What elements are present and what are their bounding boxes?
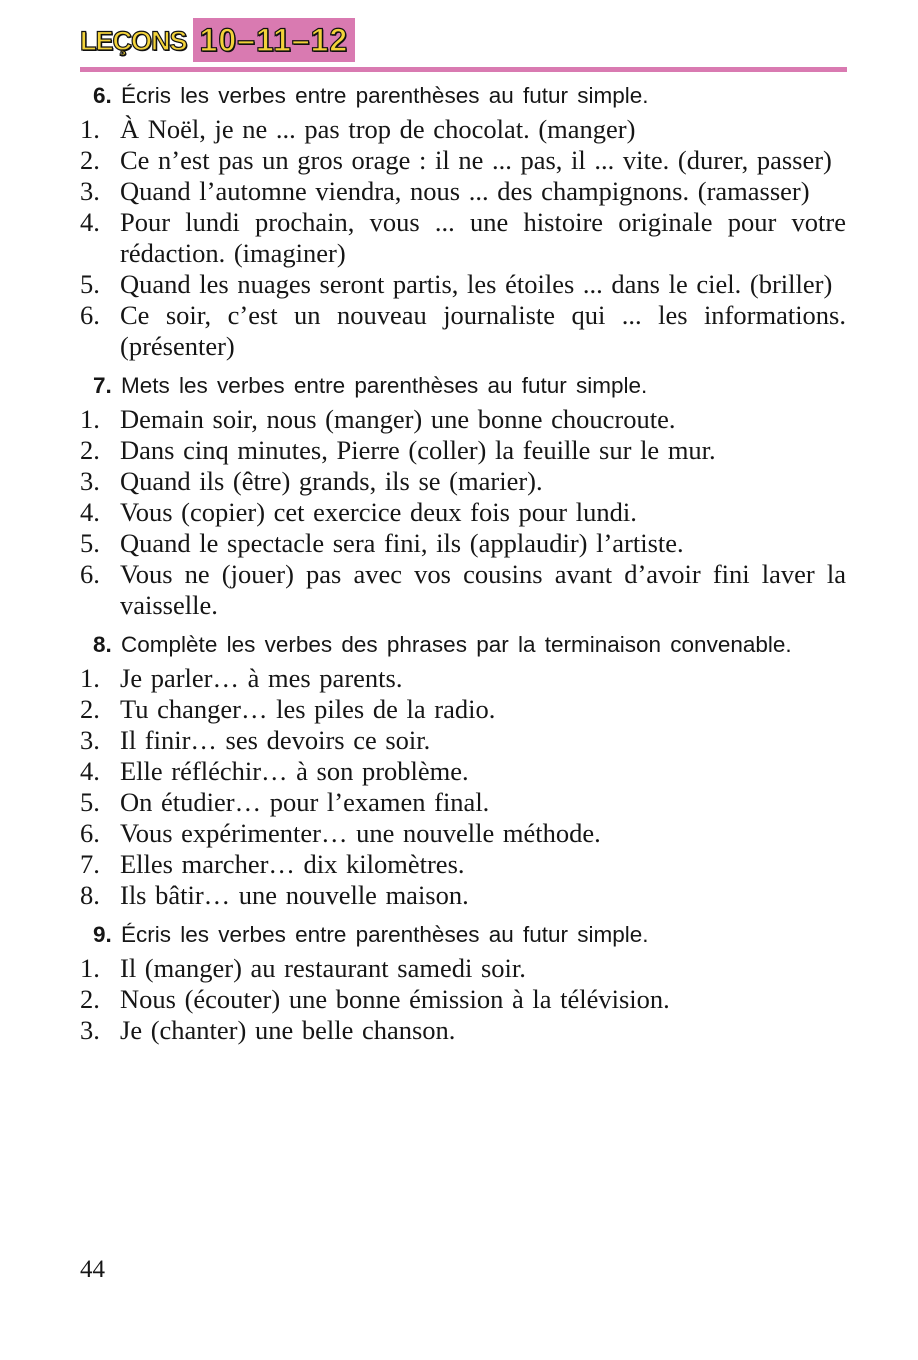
item-text: Quand ils (être) grands, ils se (marier). (120, 466, 543, 496)
exercise-instruction (80, 371, 846, 400)
item-text: Nous (écouter) une bonne émission à la télévision. (120, 984, 670, 1014)
item-text: Je parler… à mes parents. (120, 663, 403, 693)
exercise-item (80, 787, 846, 818)
item-text: Quand le spectacle sera fini, ils (applaudir) l’artiste. (120, 528, 684, 558)
item-text: Quand l’automne viendra, nous ... des champignons. (ramasser) (120, 176, 810, 206)
item-number: 1. (80, 404, 100, 434)
exercise-item (80, 880, 846, 911)
exercise-item (80, 663, 846, 694)
item-text: Tu changer… les piles de la radio. (120, 694, 496, 724)
item-text: Dans cinq minutes, Pierre (coller) la feuille sur le mur. (120, 435, 716, 465)
exercise-item (80, 528, 846, 559)
item-text: Elle réfléchir… à son problème. (120, 756, 469, 786)
item-text: Vous (copier) cet exercice deux fois pour lundi. (120, 497, 637, 527)
item-number: 6. (80, 300, 100, 330)
exercise-item (80, 114, 846, 145)
exercise-item (80, 953, 846, 984)
instruction-text: Écris les verbes entre parenthèses au futur simple. (121, 83, 649, 108)
item-number: 1. (80, 663, 100, 693)
item-text: Ce soir, c’est un nouveau journaliste qui ... les informations. (présenter) (120, 300, 846, 361)
item-text: Ce n’est pas un gros orage : il ne ... pas, il ... vite. (durer, passer) (120, 145, 832, 175)
item-number: 6. (80, 818, 100, 848)
item-number: 2. (80, 984, 100, 1014)
lesson-header (80, 18, 355, 62)
exercise-item (80, 300, 846, 362)
item-number: 3. (80, 1015, 100, 1045)
lesson-number-box (193, 18, 356, 62)
item-number: 4. (80, 497, 100, 527)
exercise-item (80, 818, 846, 849)
item-number: 5. (80, 528, 100, 558)
item-number: 1. (80, 953, 100, 983)
item-number: 3. (80, 725, 100, 755)
instruction-text: Écris les verbes entre parenthèses au futur simple. (121, 922, 649, 947)
exercise-number: 9. (93, 922, 112, 947)
exercise-item (80, 435, 846, 466)
item-text: À Noël, je ne ... pas trop de chocolat. (manger) (120, 114, 636, 144)
exercise-item (80, 176, 846, 207)
lesson-title-word: LEÇONS (80, 26, 187, 56)
exercise-item (80, 849, 846, 880)
item-text: Vous expérimenter… une nouvelle méthode. (120, 818, 601, 848)
item-number: 4. (80, 756, 100, 786)
exercise-item (80, 559, 846, 621)
page-number: 44 (80, 1256, 105, 1283)
item-text: Pour lundi prochain, vous ... une histoire originale pour votre rédaction. (imaginer) (120, 207, 846, 268)
exercise-6 (80, 81, 846, 362)
exercise-instruction (80, 920, 846, 949)
item-number: 1. (80, 114, 100, 144)
header-divider (80, 67, 847, 72)
exercise-item (80, 269, 846, 300)
exercise-item (80, 145, 846, 176)
item-text: Il (manger) au restaurant samedi soir. (120, 953, 526, 983)
exercise-item (80, 466, 846, 497)
exercise-items (80, 663, 846, 911)
item-number: 6. (80, 559, 100, 589)
exercise-7 (80, 371, 846, 621)
exercise-8 (80, 630, 846, 911)
exercise-number: 7. (93, 373, 112, 398)
exercise-item (80, 497, 846, 528)
exercise-item (80, 725, 846, 756)
exercise-items (80, 114, 846, 362)
exercise-item (80, 984, 846, 1015)
item-text: Ils bâtir… une nouvelle maison. (120, 880, 469, 910)
item-number: 3. (80, 176, 100, 206)
exercise-instruction (80, 81, 846, 110)
instruction-text: Mets les verbes entre parenthèses au futur simple. (121, 373, 648, 398)
item-number: 4. (80, 207, 100, 237)
item-number: 7. (80, 849, 100, 879)
exercise-item (80, 1015, 846, 1046)
item-text: Il finir… ses devoirs ce soir. (120, 725, 431, 755)
exercise-item (80, 756, 846, 787)
exercise-9 (80, 920, 846, 1046)
exercise-item (80, 207, 846, 269)
exercise-item (80, 404, 846, 435)
exercise-number: 8. (93, 632, 112, 657)
item-number: 5. (80, 269, 100, 299)
instruction-text: Complète les verbes des phrases par la terminaison convenable. (121, 632, 792, 657)
item-number: 3. (80, 466, 100, 496)
exercise-item (80, 694, 846, 725)
item-text: Demain soir, nous (manger) une bonne choucroute. (120, 404, 676, 434)
exercise-items (80, 404, 846, 621)
item-text: Je (chanter) une belle chanson. (120, 1015, 456, 1045)
exercise-items (80, 953, 846, 1046)
item-number: 2. (80, 694, 100, 724)
exercises-container (80, 81, 846, 1055)
exercise-number: 6. (93, 83, 112, 108)
lesson-numbers: 10–11–12 (199, 22, 349, 58)
item-number: 8. (80, 880, 100, 910)
item-text: On étudier… pour l’examen final. (120, 787, 490, 817)
item-text: Vous ne (jouer) pas avec vos cousins avant d’avoir fini laver la vaisselle. (120, 559, 846, 620)
exercise-instruction (80, 630, 846, 659)
item-number: 2. (80, 435, 100, 465)
item-text: Quand les nuages seront partis, les étoiles ... dans le ciel. (briller) (120, 269, 833, 299)
item-number: 5. (80, 787, 100, 817)
item-number: 2. (80, 145, 100, 175)
item-text: Elles marcher… dix kilomètres. (120, 849, 465, 879)
